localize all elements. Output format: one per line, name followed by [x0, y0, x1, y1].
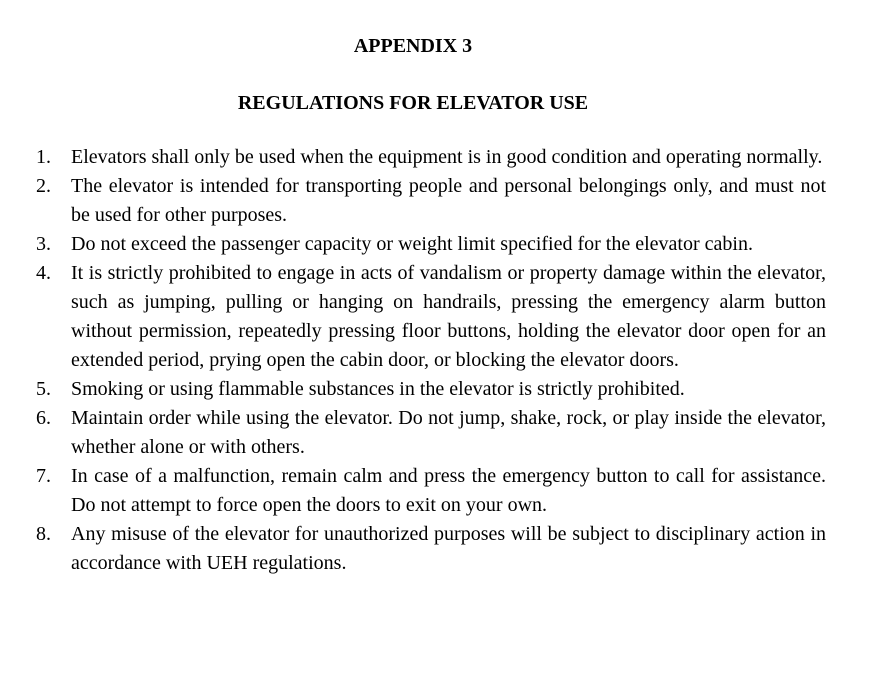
list-item-number: 5.: [36, 378, 51, 400]
list-item-text: Do not exceed the passenger capacity or weight limit specified for the elevator cabin.: [71, 233, 753, 255]
list-item: [0, 375, 826, 404]
list-item: [0, 230, 826, 259]
list-item: [0, 172, 826, 230]
list-item-text: In case of a malfunction, remain calm and press the emergency button to call for assistance. Do not attempt to force open the doors to exit on your own.: [71, 465, 826, 516]
list-item-number: 4.: [36, 262, 51, 284]
list-item-text: Smoking or using flammable substances in the elevator is strictly prohibited.: [71, 378, 685, 400]
appendix-title: APPENDIX 3: [353, 35, 473, 57]
list-item: [0, 462, 826, 520]
list-item-text: Elevators shall only be used when the equipment is in good condition and operating normally.: [71, 146, 823, 168]
list-item-text: Maintain order while using the elevator. Do not jump, shake, rock, or play inside the elevator, whether alone or with others.: [71, 407, 826, 458]
list-item-number: 8.: [36, 523, 51, 545]
document-title: REGULATIONS FOR ELEVATOR USE: [237, 92, 589, 114]
regulations-list: [0, 143, 826, 578]
list-item-text: It is strictly prohibited to engage in acts of vandalism or property damage within the elevator, such as jumping, pulling or hanging on handrails, pressing the emergency alarm button without permission, repeatedly pressing floor buttons, holding the elevator door open for an extended period, prying open the cabin door, or blocking the elevator doors.: [71, 262, 826, 371]
list-item-text: Any misuse of the elevator for unauthorized purposes will be subject to disciplinary action in accordance with UEH regulations.: [71, 523, 826, 574]
list-item-number: 2.: [36, 175, 51, 197]
list-item: [0, 404, 826, 462]
list-item-number: 7.: [36, 465, 51, 487]
list-item: [0, 143, 826, 172]
list-item: [0, 259, 826, 375]
list-item-number: 3.: [36, 233, 51, 255]
list-item: [0, 520, 826, 578]
list-item-text: The elevator is intended for transporting people and personal belongings only, and must not be used for other purposes.: [71, 175, 826, 226]
list-item-number: 6.: [36, 407, 51, 429]
list-item-number: 1.: [36, 146, 51, 168]
